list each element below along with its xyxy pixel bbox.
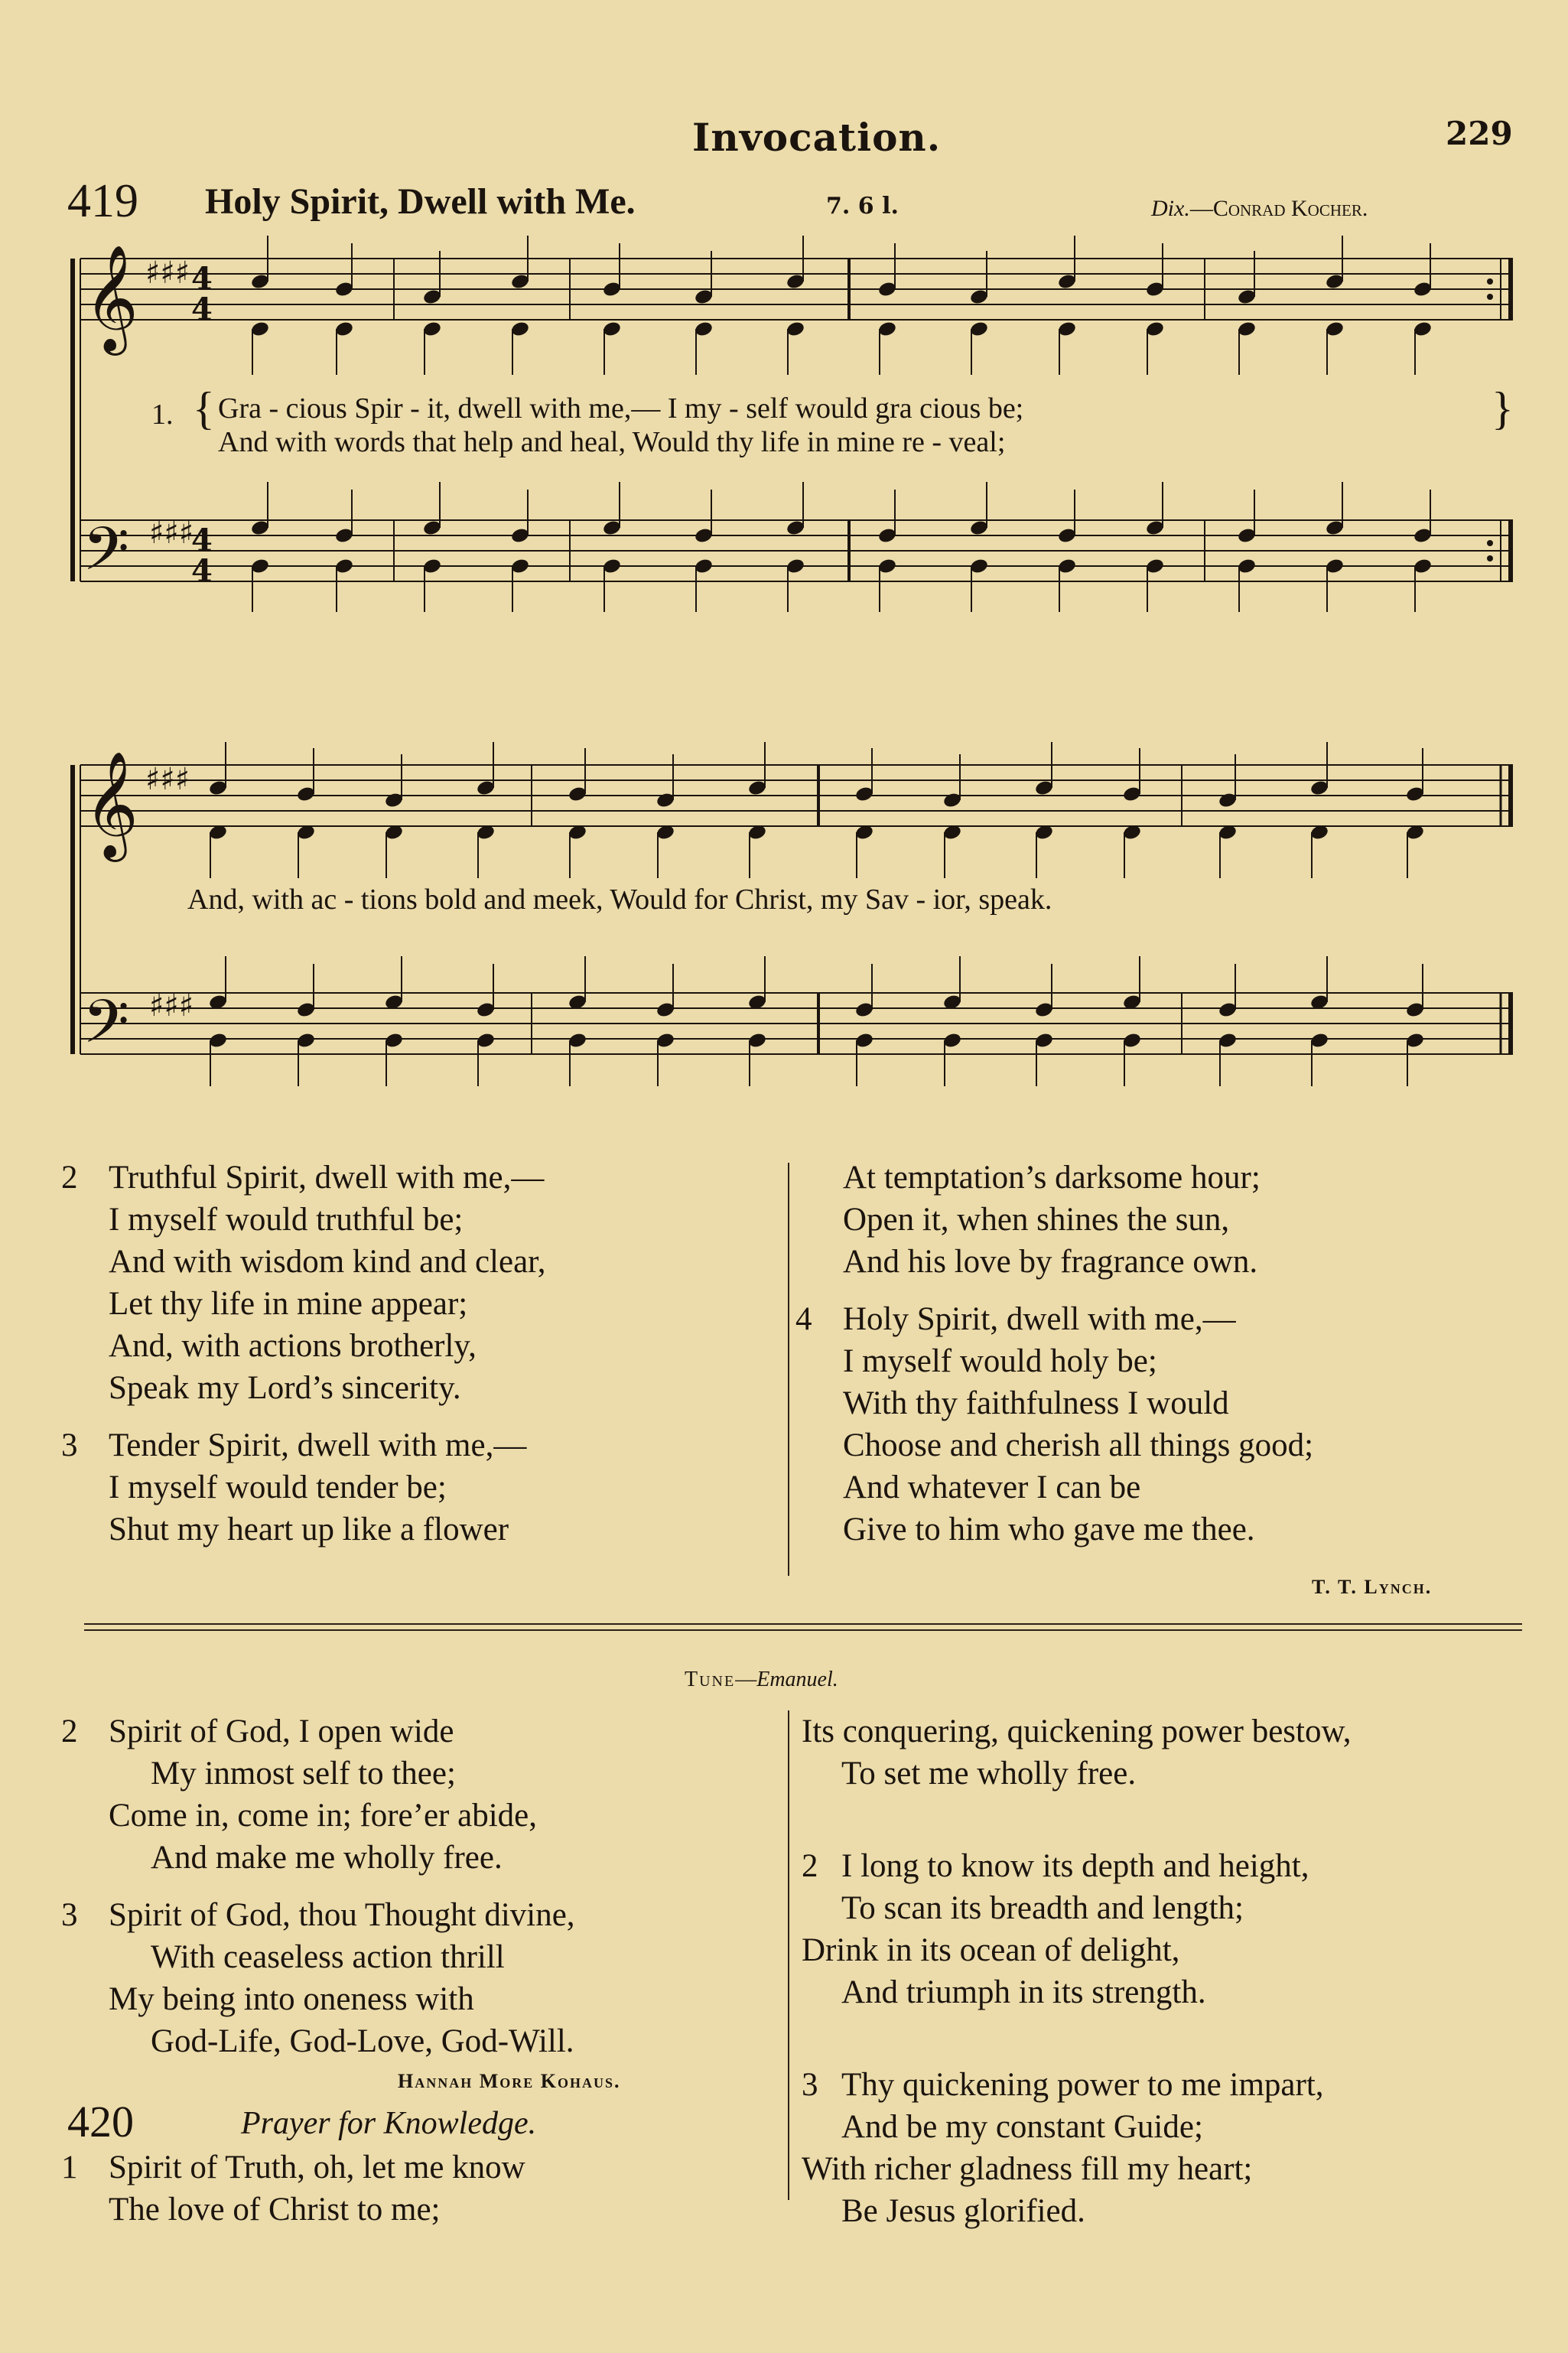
verse-line: Speak my Lord’s sincerity.: [109, 1370, 461, 1406]
bass-clef-icon-2: 𝄢: [83, 988, 130, 1072]
verse-line: And be my constant Guide;: [841, 2109, 1203, 2145]
verse-line: 1 Spirit of Truth, oh, let me know: [61, 2150, 525, 2185]
section2-right-column: [802, 1710, 1352, 2232]
verse-line: 2 Truthful Spirit, dwell with me,—: [61, 1160, 545, 1196]
verse-line: God-Life, God-Love, God-Will.: [151, 2023, 574, 2059]
lyric-brace-left: {: [193, 383, 215, 434]
verse-line: Give to him who gave me thee.: [843, 1512, 1255, 1548]
hymn-419-title: Holy Spirit, Dwell with Me.: [205, 181, 636, 222]
section2-author: Hannah More Kohaus.: [398, 2070, 621, 2092]
hymn-420-title: Prayer for Knowledge.: [241, 2106, 537, 2141]
verse-line: I myself would holy be;: [843, 1343, 1157, 1379]
section-divider-bottom: [84, 1629, 1522, 1631]
tune-name: Dix.: [1151, 196, 1190, 221]
hymn-419-tune-credit: Dix.—Conrad Kocher.: [1151, 196, 1368, 221]
bass-clef-icon: 𝄢: [83, 515, 130, 599]
tune-emanuel-label: Tune—Emanuel.: [685, 1668, 838, 1691]
hymn-419-author: T. T. Lynch.: [1312, 1576, 1433, 1598]
note-stems: [210, 236, 1430, 1086]
bass-time-signature-bottom: 4: [191, 553, 213, 589]
music-score: [0, 0, 1568, 1109]
verse-line: 4 Holy Spirit, dwell with me,—: [795, 1301, 1236, 1337]
verse-line: To set me wholly free.: [841, 1756, 1137, 1792]
verse-line: 3 Spirit of God, thou Thought divine,: [61, 1897, 575, 1933]
verse-line: 2 Spirit of God, I open wide: [61, 1713, 454, 1749]
page-number: 229: [1446, 115, 1513, 152]
column-divider: [788, 1163, 789, 1576]
section-divider-top: [84, 1623, 1522, 1625]
system1-treble-staff: [80, 259, 1513, 320]
bass-key-signature-sharps: ♯♯♯: [149, 516, 194, 551]
treble-clef-icon-2: 𝄞: [84, 751, 138, 858]
verse-line: Choose and cherish all things good;: [843, 1427, 1314, 1463]
hymn-420-number: 420: [67, 2097, 134, 2146]
verse-line: With richer gladness fill my heart;: [802, 2151, 1253, 2187]
system2-treble-staff: [80, 765, 1513, 826]
verse-line: And make me wholly free.: [151, 1840, 503, 1876]
tune-composer: Conrad Kocher.: [1212, 196, 1368, 221]
verse-line: And, with actions brotherly,: [109, 1328, 477, 1364]
verse-line: Its conquering, quickening power bestow,: [802, 1713, 1352, 1749]
verse-line: Open it, when shines the sun,: [843, 1202, 1230, 1238]
verse-line: My inmost self to thee;: [151, 1756, 456, 1792]
system2-bass-staff: [80, 993, 1513, 1054]
verses-right-column: [795, 1157, 1313, 1551]
lyric-line-1: Gra - cious Spir - it, dwell with me,— I my - self would gra cious be;: [218, 392, 1024, 425]
page-header-title: Invocation.: [692, 115, 942, 160]
hymn-419-meter: 7. 6 l.: [826, 193, 899, 220]
verse-number-1: 1.: [151, 399, 174, 431]
bass-key-signature-sharps-2: ♯♯♯: [149, 988, 194, 1024]
verse-line: 2 I long to know its depth and height,: [802, 1848, 1309, 1884]
key-signature-sharps-2: ♯♯♯: [145, 762, 190, 797]
verse-line: And his love by fragrance own.: [843, 1244, 1258, 1280]
time-signature-top: 4: [191, 261, 213, 297]
lyric-line-2: And with words that help and heal, Would thy life in mine re - veal;: [218, 426, 1006, 458]
section2-left-column: [61, 1710, 575, 2062]
verse-line: With ceaseless action thrill: [151, 1939, 505, 1975]
verse-line: My being into oneness with: [109, 1981, 474, 2017]
verse-line: Let thy life in mine appear;: [109, 1286, 468, 1322]
verse-line: 3 Tender Spirit, dwell with me,—: [61, 1427, 527, 1463]
verse-line: Shut my heart up like a flower: [109, 1512, 509, 1548]
verse-line: Come in, come in; fore’er abide,: [109, 1798, 537, 1834]
lyric-line-3: And, with ac - tions bold and meek, Would for Christ, my Sav - ior, speak.: [187, 884, 1052, 916]
verse-line: And with wisdom kind and clear,: [109, 1244, 546, 1280]
verse-line: And whatever I can be: [843, 1469, 1141, 1505]
verse-line: At temptation’s darksome hour;: [843, 1160, 1261, 1196]
hymn-420-verse: [61, 2146, 525, 2231]
bass-time-signature-top: 4: [191, 522, 213, 558]
verse-line: Drink in its ocean of delight,: [802, 1932, 1180, 1968]
key-signature-sharps: ♯♯♯: [145, 255, 190, 291]
verse-line: And triumph in its strength.: [841, 1974, 1206, 2010]
verse-line: 3 Thy quickening power to me impart,: [802, 2067, 1324, 2103]
verse-line: With thy faithfulness I would: [843, 1385, 1229, 1421]
verse-line: To scan its breadth and length;: [841, 1890, 1244, 1926]
time-signature-bottom: 4: [191, 291, 213, 327]
column-divider-2: [788, 1710, 789, 2200]
note-heads: [208, 273, 1433, 1050]
verse-line: I myself would tender be;: [109, 1469, 447, 1505]
verse-line: The love of Christ to me;: [109, 2192, 441, 2228]
verse-line: I myself would truthful be;: [109, 1202, 464, 1238]
hymn-419-number: 419: [67, 175, 138, 227]
treble-clef-icon: 𝄞: [84, 245, 138, 351]
verse-line: Be Jesus glorified.: [841, 2193, 1085, 2229]
verses-left-column: [61, 1157, 546, 1551]
lyric-brace-right: }: [1492, 383, 1514, 434]
